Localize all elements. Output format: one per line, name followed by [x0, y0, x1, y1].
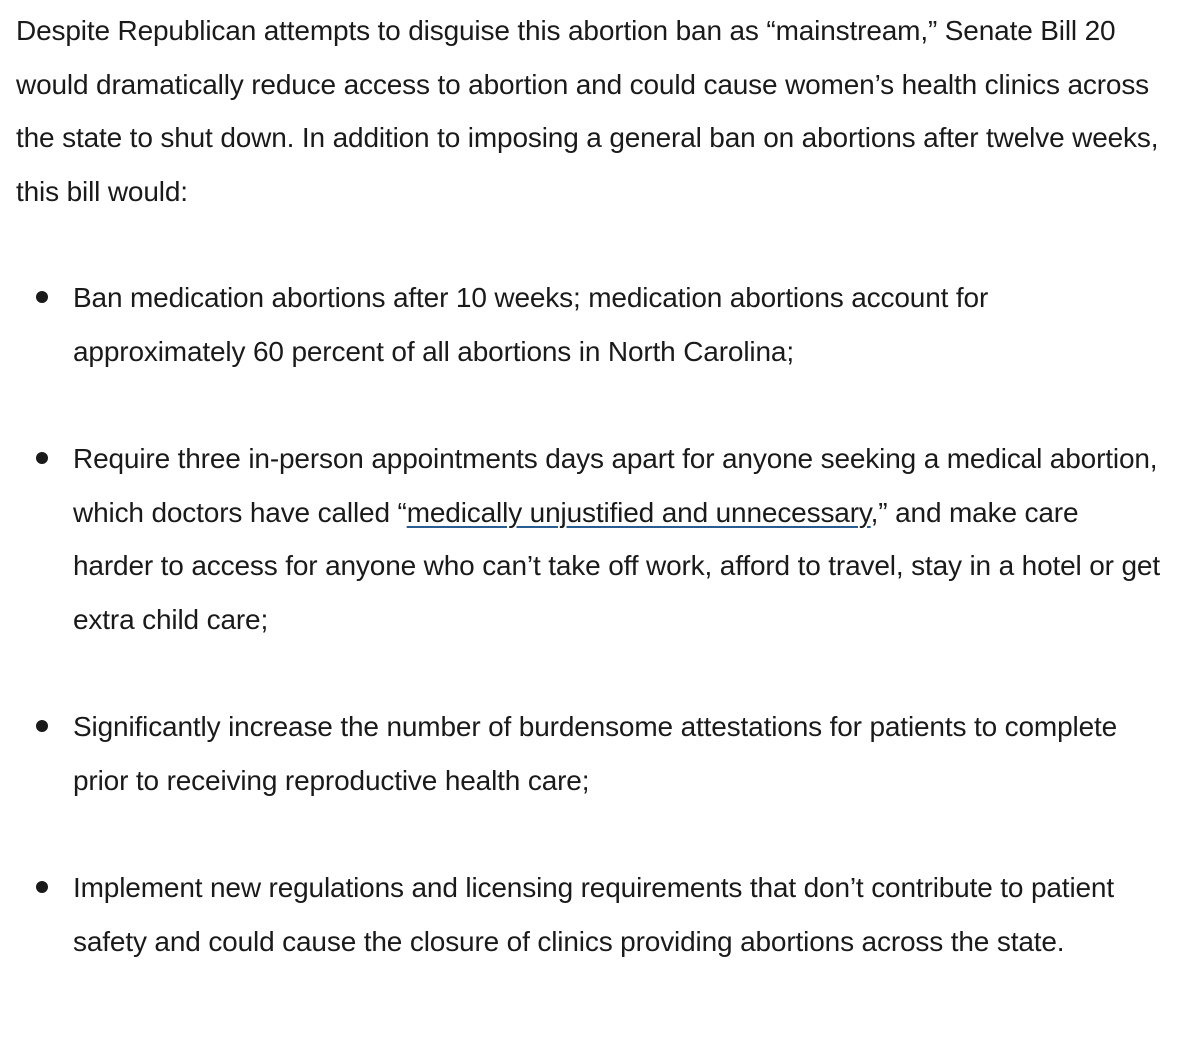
- list-item: [16, 271, 1160, 378]
- bill-provisions-list: [16, 271, 1160, 968]
- bullet-dot-icon: [36, 720, 48, 732]
- intro-paragraph: Despite Republican attempts to disguise this abortion ban as “mainstream,” Senate Bill 20 would dramatically reduce access to abortion and could cause women’s health clinics across the state to shut down. In addition to imposing a general ban on abortions after twelve weeks, this bill would:: [16, 15, 1159, 207]
- list-item: [16, 432, 1160, 646]
- list-item-text: Significantly increase the number of burdensome attestations for patients to complete prior to receiving reproductive health care;: [73, 711, 1118, 796]
- bullet-dot-icon: [36, 881, 48, 893]
- list-item-text-after-link: ,” and make care harder to access for anyone who can’t take off work, afford to travel, stay in a hotel or get extra child care;: [73, 496, 1160, 635]
- list-item-text: Implement new regulations and licensing requirements that don’t contribute to patient safety and could cause the closure of clinics providing abortions across the state.: [73, 872, 1114, 957]
- bullet-dot-icon: [36, 291, 48, 303]
- bullet-dot-icon: [36, 452, 48, 464]
- list-item-text: Ban medication abortions after 10 weeks; medication abortions account for approximately 60 percent of all abortions in North Carolina;: [73, 282, 989, 367]
- medically-unjustified-link[interactable]: medically unjustified and unnecessary: [406, 496, 871, 528]
- list-item: [16, 700, 1160, 807]
- list-item: [16, 861, 1160, 968]
- list-item-text-before-link: Require three in-person appointments days apart for anyone seeking a medical abortion, which doctors have called “: [73, 443, 1158, 528]
